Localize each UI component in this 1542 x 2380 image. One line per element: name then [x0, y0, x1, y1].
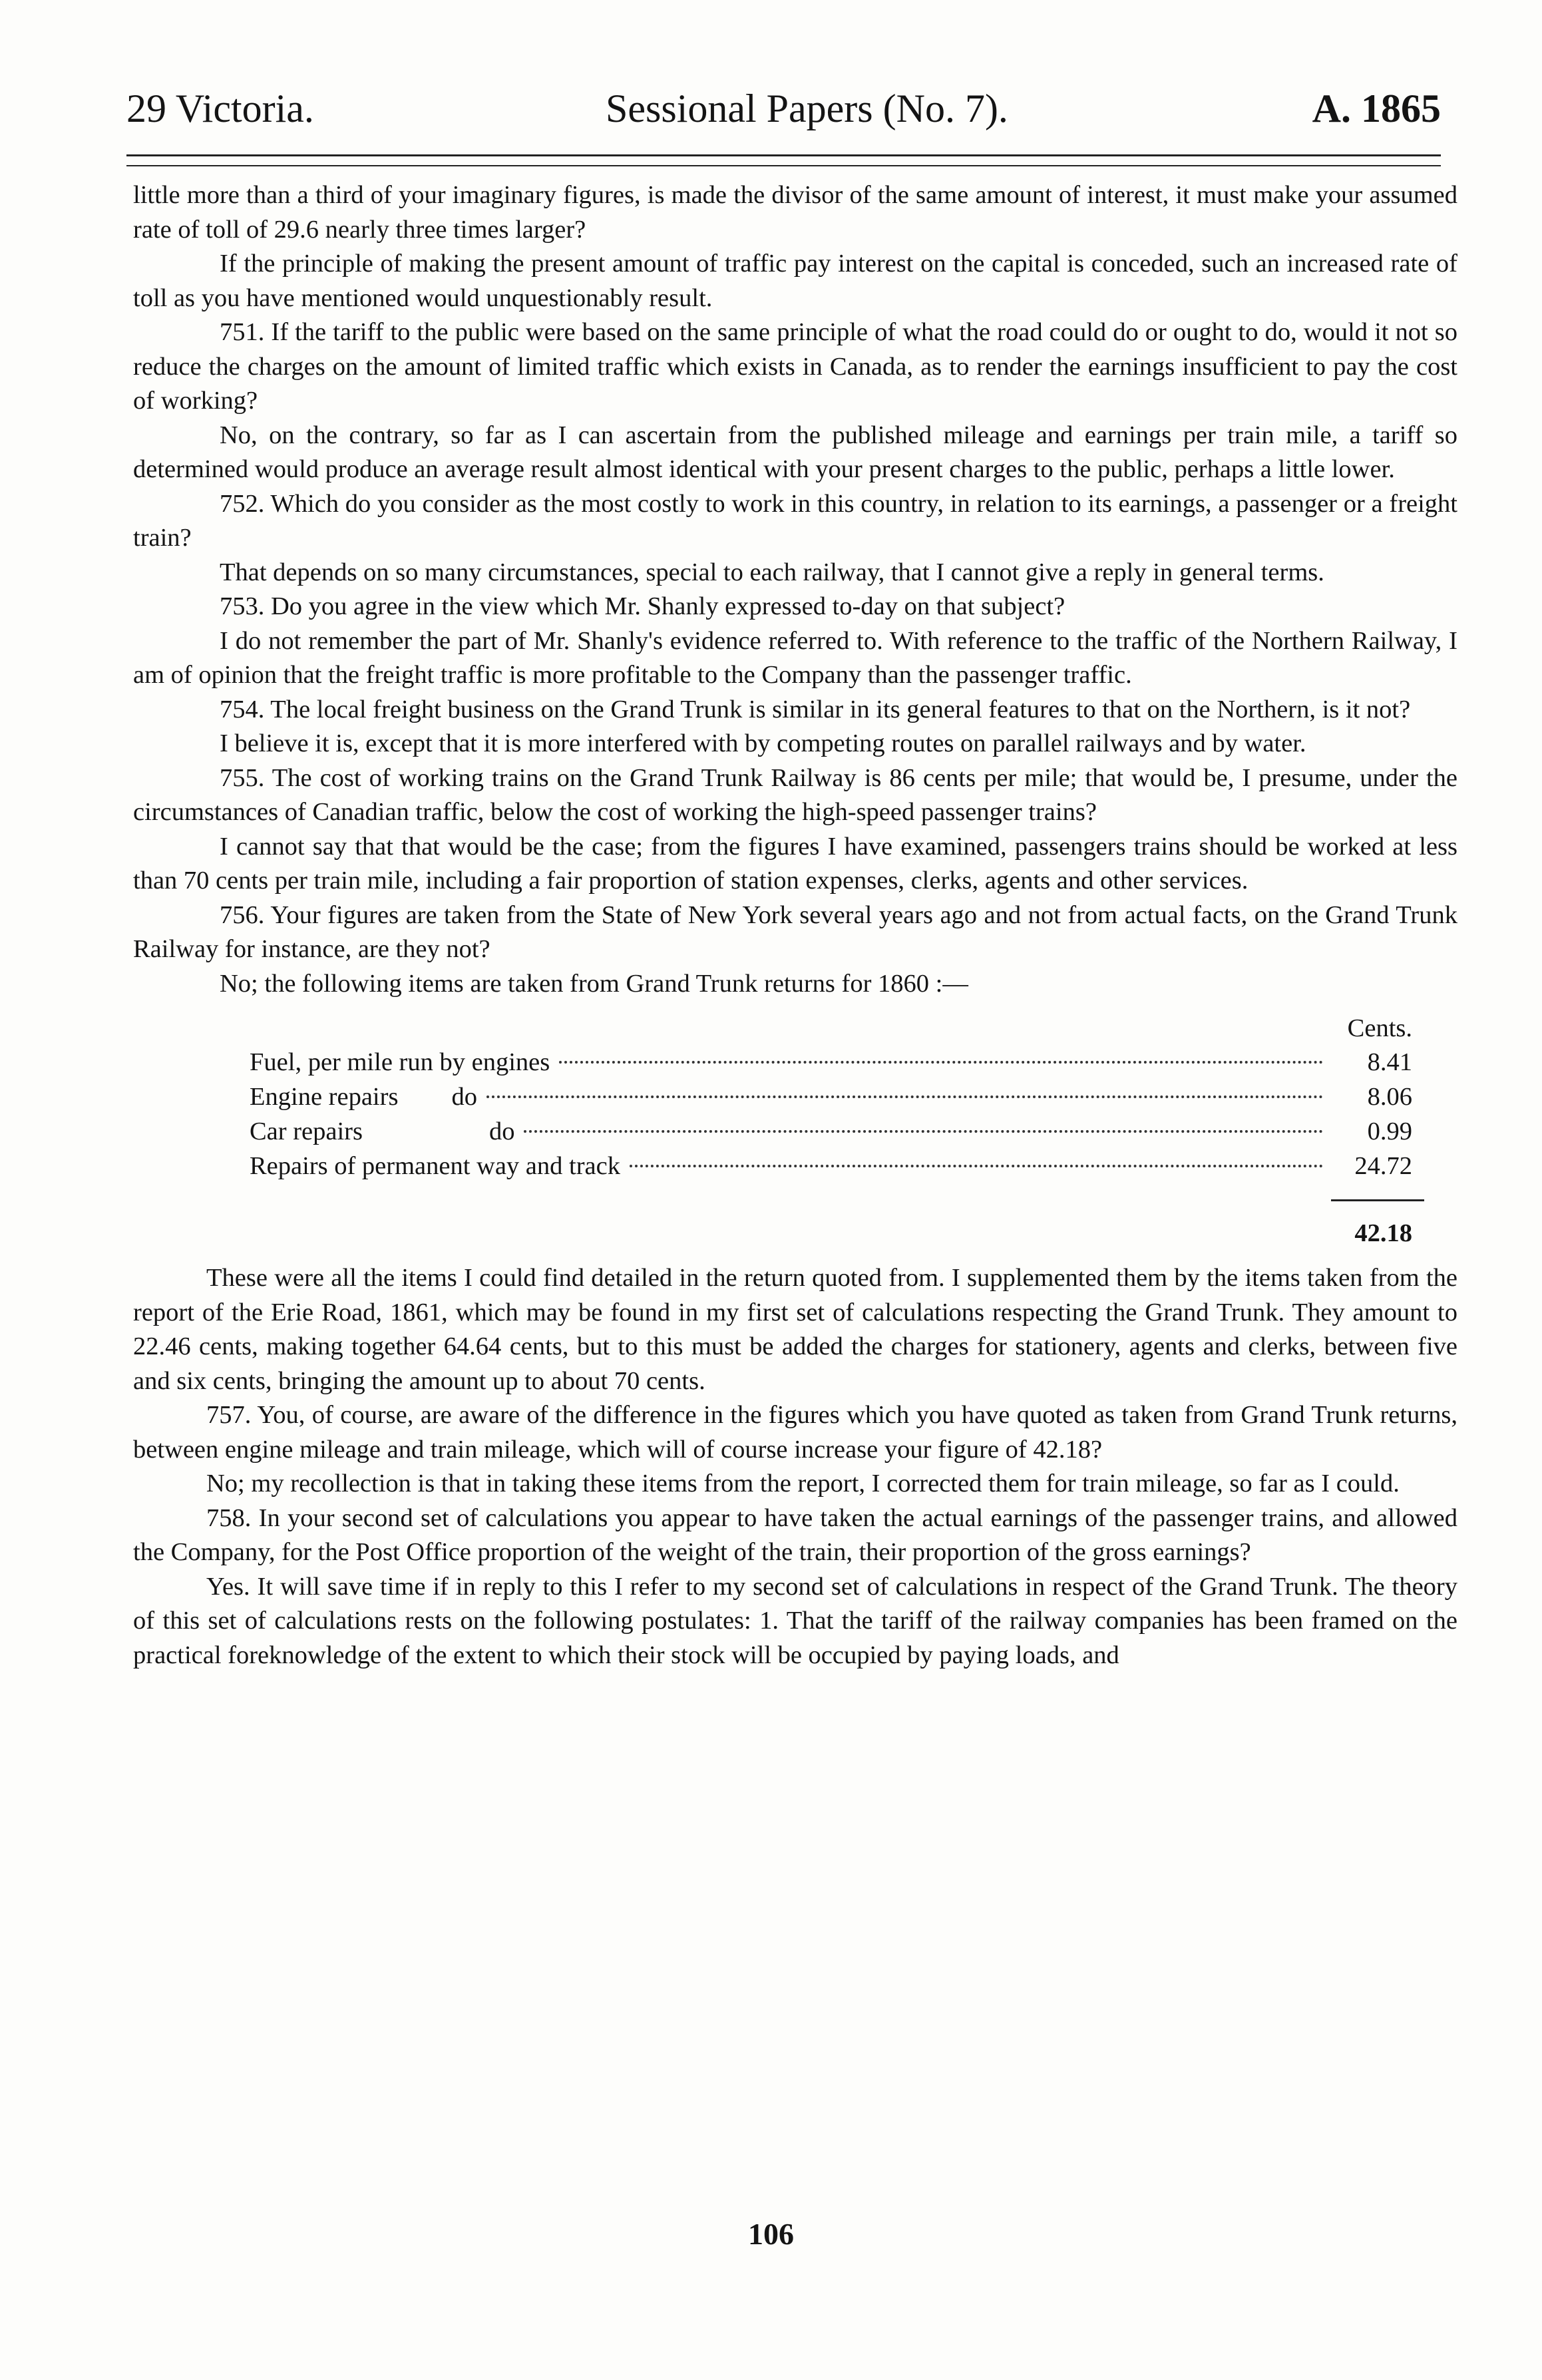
answer-paragraph: If the principle of making the present amount of traffic pay interest on the capital is conceded, such an increased rate of toll as you have mentioned would unquestionably result. [133, 250, 1457, 312]
page-number: 106 [748, 2217, 794, 2251]
header-rule-thick [126, 154, 1441, 156]
cost-table-row [250, 1149, 1451, 1183]
cost-item-ditto: do [488, 1117, 515, 1145]
header-rule-thin [126, 165, 1441, 166]
cost-item-label: Repairs of permanent way and track [250, 1152, 620, 1180]
cost-item-value: 24.72 [1354, 1152, 1412, 1180]
answer-paragraph: No; the following items are taken from Grand Trunk returns for 1860 :— [220, 969, 968, 998]
question-paragraph: 756. Your figures are taken from the State of New York several years ago and not from actual facts, on the Grand Trunk Railway for instance, are they not? [133, 900, 1457, 963]
cost-table-row [250, 1080, 1451, 1114]
dot-leader [486, 1095, 1323, 1098]
answer-paragraph: I believe it is, except that it is more interfered with by competing routes on parallel railways and by water. [220, 729, 1306, 757]
cost-item-label: Fuel, per mile run by engines [250, 1048, 550, 1076]
dot-leader [559, 1061, 1323, 1064]
question-paragraph: 752. Which do you consider as the most costly to work in this country, in relation to its earnings, a passenger or a freight train? [133, 489, 1457, 552]
question-paragraph: 754. The local freight business on the Grand Trunk is similar in its general features to that on the Northern, is it not? [220, 695, 1411, 723]
answer-paragraph: That depends on so many circumstances, special to each railway, that I cannot give a reply in general terms. [220, 558, 1324, 586]
cost-table-total: 42.18 [1354, 1219, 1412, 1247]
dot-leader [524, 1130, 1323, 1133]
cost-item-ditto: do [451, 1083, 477, 1111]
cost-table [250, 1012, 1451, 1252]
header-title: Sessional Papers (No. 7). [606, 87, 1008, 130]
dot-leader [630, 1165, 1323, 1167]
question-paragraph: 755. The cost of working trains on the Grand Trunk Railway is 86 cents per mile; that would be, I presume, under the circumstances of Canadian traffic, below the cost of working the high-speed passenger trains? [133, 763, 1457, 826]
answer-paragraph: These were all the items I could find detailed in the return quoted from. I supplemented them by the items taken from the report of the Erie Road, 1861, which may be found in my first set of calculations respecting the Grand Trunk. They amount to 22.46 cents, making together 64.64 cents, but to this must be added the charges for stationery, agents and clerks, between five and six cents, bringing the amount up to about 70 cents. [133, 1264, 1457, 1395]
question-paragraph: 751. If the tariff to the public were based on the same principle of what the road could do or ought to do, would it not so reduce the charges on the amount of limited traffic which exists in Canada, as to render the earnings insufficient to pay the cost of working? [133, 318, 1457, 415]
running-header [126, 79, 1441, 138]
answer-paragraph: I cannot say that that would be the case; from the figures I have examined, passengers trains should be worked at less than 70 cents per train mile, including a fair proportion of station expenses, clerks, agents and other services. [133, 832, 1457, 894]
question-paragraph: 758. In your second set of calculations you appear to have taken the actual earnings of the passenger trains, and allowed the Company, for the Post Office proportion of the weight of the train, their proportion of the gross earnings? [133, 1503, 1457, 1566]
cost-table-unit-heading: Cents. [1347, 1014, 1412, 1042]
cost-item-value: 8.06 [1367, 1083, 1412, 1111]
cost-item-value: 8.41 [1367, 1048, 1412, 1076]
cost-item-label: Engine repairs [250, 1083, 399, 1111]
answer-paragraph: No; my recollection is that in taking these items from the report, I corrected them for train mileage, so far as I could. [206, 1470, 1400, 1497]
cost-table-row [250, 1045, 1451, 1080]
testimony-body [133, 178, 1457, 1673]
question-paragraph: 753. Do you agree in the view which Mr. Shanly expressed to-day on that subject? [220, 592, 1065, 620]
sum-rule [1331, 1199, 1424, 1201]
cost-table-row [250, 1114, 1451, 1149]
question-paragraph: 757. You, of course, are aware of the difference in the figures which you have quoted as taken from Grand Trunk returns, between engine mileage and train mileage, which will of course increase your figure of 42.18? [133, 1401, 1457, 1464]
cost-item-label: Car repairs [250, 1117, 363, 1145]
paragraph-continuation: little more than a third of your imaginary figures, is made the divisor of the same amount of interest, it must make your assumed rate of toll of 29.6 nearly three times larger? [133, 181, 1457, 244]
answer-paragraph: Yes. It will save time if in reply to this I refer to my second set of calculations in respect of the Grand Trunk. The theory of this set of calculations rests on the following postulates: 1. That the tariff of the railway companies has been framed on the practical foreknowledge of the extent to which their stock will be occupied by paying loads, and [133, 1572, 1457, 1669]
header-year: A. 1865 [1312, 87, 1441, 130]
answer-paragraph: No, on the contrary, so far as I can ascertain from the published mileage and earnings per train mile, a tariff so determined would produce an average result almost identical with your present charges to the public, perhaps a little lower. [133, 421, 1457, 483]
header-session: 29 Victoria. [126, 87, 314, 130]
answer-paragraph: I do not remember the part of Mr. Shanly's evidence referred to. With reference to the traffic of the Northern Railway, I am of opinion that the freight traffic is more profitable to the Company than the passenger traffic. [133, 626, 1457, 689]
cost-item-value: 0.99 [1367, 1117, 1412, 1145]
